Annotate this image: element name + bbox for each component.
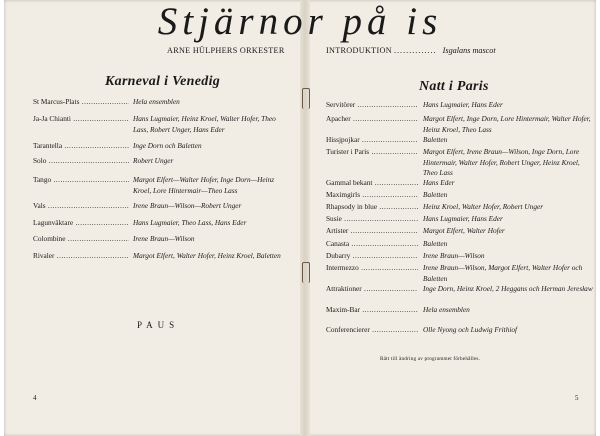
act-cast: Baletten <box>423 239 448 248</box>
act-cast: Margot Elfert, Walter Hofer <box>423 226 505 235</box>
act-cast: Hela ensemblen <box>133 97 180 106</box>
act-name: St Marcus-Plats ..... <box>33 97 129 108</box>
act-name: Servitörer ..... <box>326 100 418 111</box>
act-name: Vals ..... <box>33 201 129 212</box>
staple <box>302 88 310 109</box>
act-cast: Baletten <box>423 190 448 199</box>
act-cast: Irene Braun—Wilson <box>133 234 195 243</box>
act-name: Maxim-Bar ..... <box>326 305 418 316</box>
act-cast: Inge Dorn och Baletten <box>133 141 202 150</box>
act-cast: Hans Eder <box>423 178 455 187</box>
orchestra-credit: ARNE HÜLPHERS ORKESTER <box>167 46 285 55</box>
act-name: Rivaler ..... <box>33 251 129 262</box>
introduction-value: Isgalans mascot <box>442 46 496 55</box>
act-cast: Hela ensemblen <box>423 305 470 314</box>
act-name: Susie ..... <box>326 214 418 225</box>
booklet-gutter <box>300 0 310 436</box>
act-name: Ja-Ja Chianti ..... <box>33 114 129 125</box>
page-number: 5 <box>575 394 579 402</box>
act-cast: Hans Lugmaier, Heinz Kroel, Walter Hofer, Theo Lass, Robert Unger, Hans Eder <box>133 114 276 134</box>
act-name: Lagunväktare ..... <box>33 218 129 229</box>
act-name: Attraktioner ..... <box>326 284 418 295</box>
act-name: Tango ..... <box>33 175 129 186</box>
left-section-heading: Karneval i Venedig <box>105 74 221 89</box>
introduction-line: INTRODUKTION .............. Isgalans mascot <box>326 46 496 55</box>
page-number: 4 <box>33 394 37 402</box>
page-title: Stjärnor på is <box>157 0 443 43</box>
act-name: Maximgirls ..... <box>326 190 418 201</box>
introduction-label: INTRODUKTION <box>326 46 392 55</box>
act-cast: Margot Elfert, Walter Hofer, Heinz Kroel, Baletten <box>133 251 281 260</box>
act-name: Solo ..... <box>33 156 129 167</box>
act-cast: Olle Nyong och Ludwig Frithiof <box>423 325 518 334</box>
act-name: Rhapsody in blue ..... <box>326 202 418 213</box>
act-cast: Hans Lugmaier, Hans Eder <box>423 100 503 109</box>
act-name: Hissjpojkar ..... <box>326 135 418 146</box>
act-cast: Irene Braun—Wilson, Margot Elfert, Walter Hofer och Baletten <box>423 263 583 283</box>
program-change-note: Rätt till ändring av programmet förbehålles. <box>380 356 481 362</box>
right-section-heading: Natt i Paris <box>419 79 489 94</box>
act-name: Canasta ..... <box>326 239 418 250</box>
act-cast: Robert Unger <box>133 156 174 165</box>
act-name: Turister i Paris ..... <box>326 147 418 158</box>
act-cast: Irene Braun—Wilson <box>423 251 485 260</box>
act-name: Tarantella ..... <box>33 141 129 152</box>
act-cast: Hans Lugmaier, Hans Eder <box>423 214 503 223</box>
act-cast: Heinz Kroel, Walter Hofer, Robert Unger <box>423 202 544 211</box>
act-cast: Hans Lugmaier, Theo Lass, Hans Eder <box>133 218 247 227</box>
act-name: Apacher ..... <box>326 114 418 125</box>
act-cast: Irene Braun—Wilson—Robert Unger <box>133 201 242 210</box>
act-cast: Margot Elfert, Irene Braun—Wilson, Inge Dorn, Lore Hintermair, Walter Hofer, Robert Unger, Heinz Kroel, Theo Lass <box>423 147 580 177</box>
act-cast: Margot Elfert—Walter Hofer, Inge Dorn—Heinz Kroel, Lore Hintermair—Theo Lass <box>133 175 275 195</box>
act-name: Artister ..... <box>326 226 418 237</box>
act-cast: Inge Dorn, Heinz Kroel, 2 Heggans och Herman Jeresław <box>423 284 593 293</box>
act-name: Conferencierer ..... <box>326 325 418 336</box>
intermission-label: PAUS <box>137 320 180 330</box>
act-cast: Margot Elfert, Inge Dorn, Lore Hintermair, Walter Hofer, Heinz Kroel, Theo Lass <box>423 114 591 134</box>
act-name: Colombine ..... <box>33 234 129 245</box>
act-name: Intermezzo ..... <box>326 263 418 274</box>
staple <box>302 262 310 283</box>
act-name: Gammal bekant ..... <box>326 178 418 189</box>
act-cast: Baletten <box>423 135 448 144</box>
act-name: Dubarry ..... <box>326 251 418 262</box>
